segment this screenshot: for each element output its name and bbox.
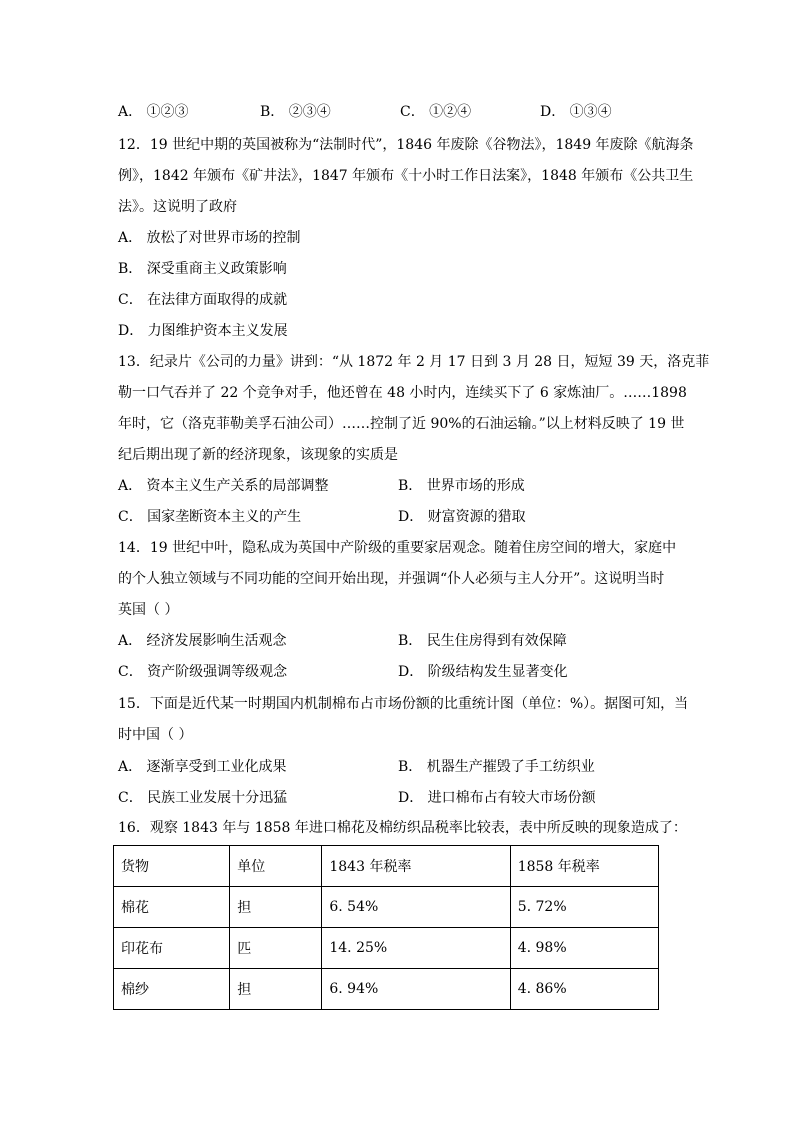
q14-option-c[interactable]: C． 资产阶级强调等级观念 xyxy=(118,664,288,680)
q15-options-row-2 xyxy=(118,788,678,808)
table-header-row xyxy=(114,846,659,887)
q11-option-a[interactable]: A． ①②③ xyxy=(118,104,189,120)
header-cell: 单位 xyxy=(230,846,322,887)
q12-option-a[interactable]: A． 放松了对世界市场的控制 xyxy=(118,230,301,246)
table-cell: 14. 25% xyxy=(322,928,510,969)
q15-stem-line-2: 时中国（ ） xyxy=(118,727,193,743)
table-row xyxy=(114,887,659,928)
table-cell: 5. 72% xyxy=(510,887,658,928)
q12-stem-line-2: 例》，1842 年颁布《矿井法》，1847 年颁布《十小时工作日法案》，1848 年颁布《公共卫生 xyxy=(118,168,694,184)
table-cell: 4. 98% xyxy=(510,928,658,969)
header-cell: 货物 xyxy=(114,846,230,887)
q14-options-row-1 xyxy=(118,631,678,651)
q14-stem-line-3: 英国（ ） xyxy=(118,602,179,618)
table-cell: 4. 86% xyxy=(510,969,658,1010)
table-cell: 棉花 xyxy=(114,887,230,928)
q15-option-a[interactable]: A． 逐渐享受到工业化成果 xyxy=(118,759,287,775)
q13-stem-line-1: 13．纪录片《公司的力量》讲到：“从 1872 年 2 月 17 日到 3 月 28 日，短短 39 天，洛克菲 xyxy=(118,354,710,370)
table-cell: 棉纱 xyxy=(114,969,230,1010)
q14-option-a[interactable]: A． 经济发展影响生活观念 xyxy=(118,633,287,649)
q11-option-b[interactable]: B． ②③④ xyxy=(260,104,331,120)
header-cell: 1843 年税率 xyxy=(322,846,510,887)
q12-option-c[interactable]: C． 在法律方面取得的成就 xyxy=(118,292,288,308)
q12-option-b[interactable]: B． 深受重商主义政策影响 xyxy=(118,261,287,277)
table-cell: 6. 94% xyxy=(322,969,510,1010)
q13-option-c[interactable]: C． 国家垄断资本主义的产生 xyxy=(118,509,302,525)
q14-option-b[interactable]: B． 民生住房得到有效保障 xyxy=(398,633,567,649)
table-cell: 6. 54% xyxy=(322,887,510,928)
q15-option-c[interactable]: C． 民族工业发展十分迅猛 xyxy=(118,790,288,806)
table-cell: 印花布 xyxy=(114,928,230,969)
q12-stem-line-3: 法》。这说明了政府 xyxy=(118,199,237,215)
q15-option-b[interactable]: B． 机器生产摧毁了手工纺织业 xyxy=(398,759,595,775)
q12-option-d[interactable]: D． 力图维护资本主义发展 xyxy=(118,323,288,339)
q14-stem-line-2: 的个人独立领域与不同功能的空间开始出现，并强调“仆人必须与主人分开”。这说明当时 xyxy=(118,571,665,587)
q15-stem-line-1: 15．下面是近代某一时期国内机制棉布占市场份额的比重统计图（单位：%）。据图可知，当 xyxy=(118,696,689,712)
q12-stem-line-1: 12．19 世纪中期的英国被称为“法制时代”，1846 年废除《谷物法》，1849 年废除《航海条 xyxy=(118,137,694,153)
table-row xyxy=(114,969,659,1010)
q13-option-a[interactable]: A． 资本主义生产关系的局部调整 xyxy=(118,478,329,494)
tax-rate-table xyxy=(113,845,659,1010)
q11-option-c[interactable]: C． ①②④ xyxy=(400,104,472,120)
table-row xyxy=(114,928,659,969)
q11-option-d[interactable]: D． ①③④ xyxy=(540,104,612,120)
q14-options-row-2 xyxy=(118,662,678,682)
q15-options-row-1 xyxy=(118,757,678,777)
q13-stem-line-3: 年时，它（洛克菲勒美孚石油公司）……控制了近 90%的石油运输。”以上材料反映了 19 世 xyxy=(118,416,685,432)
q14-option-d[interactable]: D． 阶级结构发生显著变化 xyxy=(398,664,568,680)
q15-option-d[interactable]: D． 进口棉布占有较大市场份额 xyxy=(398,790,596,806)
header-cell: 1858 年税率 xyxy=(510,846,658,887)
q13-stem-line-2: 勒一口气吞并了 22 个竞争对手，他还曾在 48 小时内，连续买下了 6 家炼油厂。……1898 xyxy=(118,385,687,401)
table-cell: 担 xyxy=(230,969,322,1010)
q13-options-row-2 xyxy=(118,507,678,527)
q13-option-b[interactable]: B． 世界市场的形成 xyxy=(398,478,525,494)
q14-stem-line-1: 14．19 世纪中叶，隐私成为英国中产阶级的重要家居观念。随着住房空间的增大，家庭中 xyxy=(118,540,677,556)
q16-stem: 16．观察 1843 年与 1858 年进口棉花及棉纺织品税率比较表，表中所反映的现象造成了： xyxy=(118,820,687,836)
table-cell: 担 xyxy=(230,887,322,928)
table-cell: 匹 xyxy=(230,928,322,969)
q13-options-row-1 xyxy=(118,476,678,496)
q11-options xyxy=(118,102,678,122)
q13-option-d[interactable]: D． 财富资源的猎取 xyxy=(398,509,526,525)
q13-stem-line-4: 纪后期出现了新的经济现象，该现象的实质是 xyxy=(118,447,398,463)
